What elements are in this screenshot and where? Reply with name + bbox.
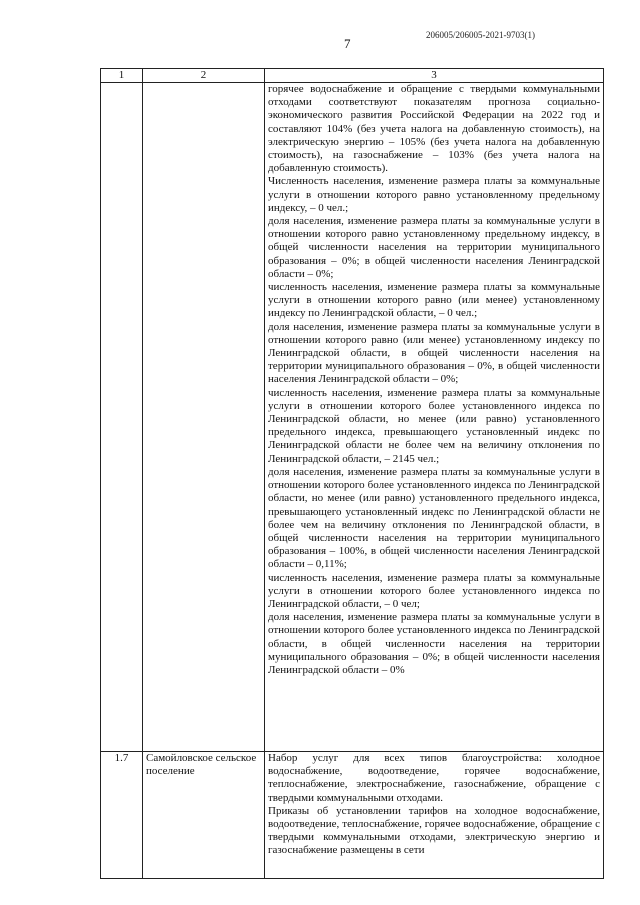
row-number: 1.7 <box>101 752 143 879</box>
row-description <box>265 752 604 879</box>
description-paragraph: численность населения, изменение размера платы за коммунальные услуги в отношении которого более установленного индекса по Ленинградской области, – 0 чел; <box>268 571 600 610</box>
description-paragraph: доля населения, изменение размера платы за коммунальные услуги в отношении которого равно установленному предельному индексу, в общей численности населения на территории муниципального образования – 0%; в общей численности населения Ленинградской области – 0%; <box>268 215 600 280</box>
column-header: 3 <box>265 69 604 83</box>
settlement-name <box>143 83 265 752</box>
table-row <box>101 83 604 752</box>
document-id: 206005/206005-2021-9703(1) <box>426 30 535 40</box>
description-paragraph: горячее водоснабжение и обращение с твердыми коммунальными отходами соответствуют показателям прогноза социально-экономического развития Российской Федерации на 2022 год и составляют 104% (без учета налога на добавленную стоимость), на электрическую энергию – 105% (без учета налога на добавленную стоимость), на газоснабжение – 103% (без учета налога на добавленную стоимость). <box>268 83 600 175</box>
table-row <box>101 752 604 879</box>
table-header-row <box>101 69 604 83</box>
row-number <box>101 83 143 752</box>
row-description <box>265 83 604 752</box>
description-paragraph: Приказы об установлении тарифов на холодное водоснабжение, водоотведение, теплоснабжение, горячее водоснабжение, обращение с твердыми коммунальными отходами, электрическую энергию и газоснабжение размещены в сети <box>268 804 600 857</box>
description-paragraph: Численность населения, изменение размера платы за коммунальные услуги в отношении которого равно установленному предельному индексу, – 0 чел.; <box>268 175 600 214</box>
description-paragraph: численность населения, изменение размера платы за коммунальные услуги в отношении которого равно (или менее) установленному индексу по Ленинградской области, – 0 чел.; <box>268 281 600 320</box>
indices-table <box>100 68 604 879</box>
page-number: 7 <box>344 36 351 51</box>
description-paragraph: доля населения, изменение размера платы за коммунальные услуги в отношении которого равно (или менее) установленному индексу по Ленинградской области, в общей численности населения на территории муниципального образования – 0%, в общей численности населения Ленинградской области – 0%; <box>268 320 600 386</box>
column-header: 1 <box>101 69 143 83</box>
column-header: 2 <box>143 69 265 83</box>
settlement-name: Самойловское сельское поселение <box>143 752 265 879</box>
description-paragraph: Набор услуг для всех типов благоустройства: холодное водоснабжение, водоотведение, горячее водоснабжение, теплоснабжение, электроснабжение, газоснабжение, обращение с твердыми коммунальными отходами. <box>268 752 600 804</box>
description-paragraph: численность населения, изменение размера платы за коммунальные услуги в отношении которого более установленного индекса по Ленинградской области, но менее (или равно) установленного предельного индекса, превышающего установленный индекс по Ленинградской области не более чем на величину отклонения по Ленинградской области, – 2145 чел.; <box>268 386 600 465</box>
description-paragraph: доля населения, изменение размера платы за коммунальные услуги в отношении которого более установленного индекса по Ленинградской области, но менее (или равно) установленного предельного индекса, превышающего установленный индекс по Ленинградской области не более чем на величину отклонения по Ленинградской области, в общей численности населения на территории муниципального образования – 100%, в общей численности населения Ленинградской области – 0,11%; <box>268 465 600 571</box>
description-paragraph: доля населения, изменение размера платы за коммунальные услуги в отношении которого более установленного индекса по Ленинградской области, в общей численности населения на территории муниципального образования – 0%; в общей численности населения Ленинградской области – 0% <box>268 611 600 676</box>
